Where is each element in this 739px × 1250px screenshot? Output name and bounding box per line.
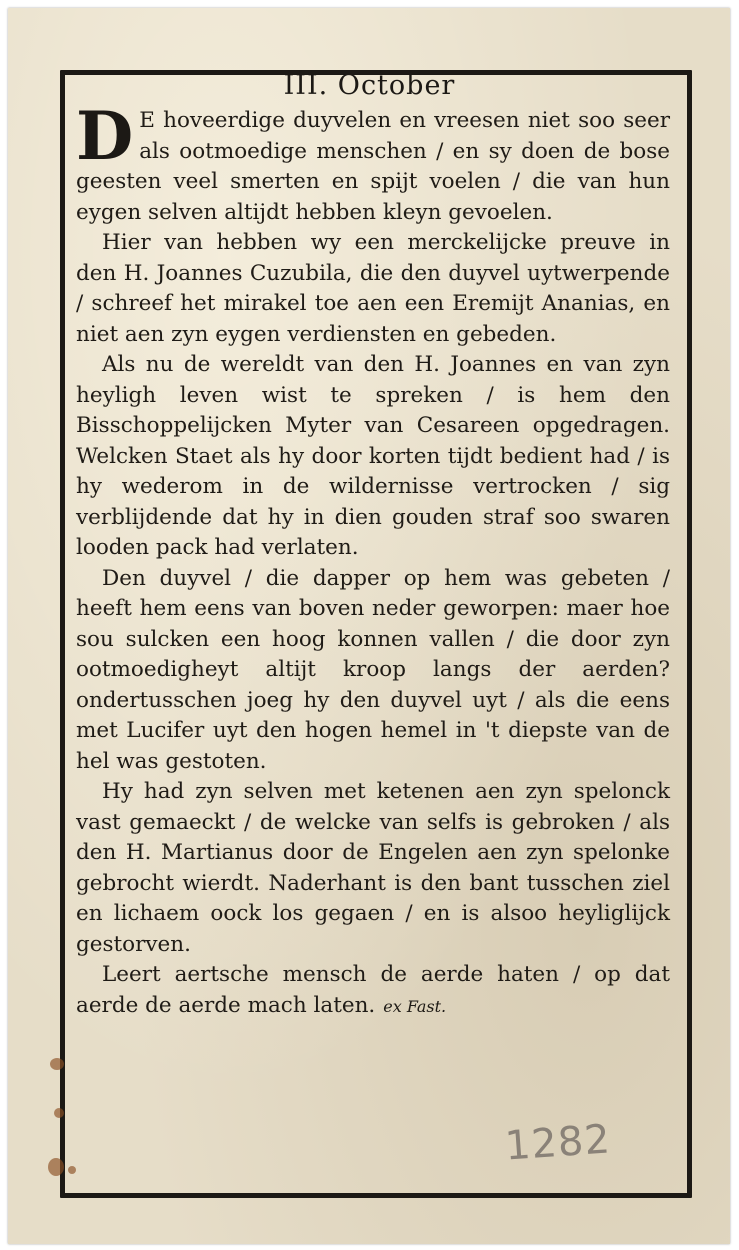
page-title: III. October	[283, 70, 456, 101]
paragraph: Als nu de wereldt van den H. Joannes en van zyn heyligh leven wist te spreken / is hem den Bisschoppelijcken Myter van Cesareen opgedragen. Welcken Staet als hy door korten tijdt bedient had / is hy wederom in de wildernisse vertrocken / sig verblijdende dat hy in dien gouden straf soo swaren looden pack had verlaten.	[76, 352, 670, 560]
paragraph: Den duyvel / die dapper op hem was gebeten / heeft hem eens van boven neder geworpen: maer hoe sou sulcken een hoog konnen vallen / die door zyn ootmoedigheyt altijt kroop langs der aerden? ondertusschen joeg hy den duyvel uyt / als die eens met Lucifer uyt den hogen hemel in 't diepste van de hel was gestoten.	[76, 565, 670, 774]
paragraph: Hier van hebben wy een merckelijcke preuve in den H. Joannes Cuzubila, die den duyvel uytwerpende / schreef het mirakel toe aen een Eremijt Ananias, en niet aen zyn eygen verdiensten en gebeden.	[76, 230, 670, 347]
paragraph	[76, 97, 670, 228]
stain-spot	[50, 1058, 64, 1070]
stain-spot	[68, 1166, 76, 1174]
stain-spot	[48, 1158, 64, 1176]
paragraph: Hy had zyn selven met ketenen aen zyn spelonck vast gemaeckt / de welcke van selfs is gebroken / als den H. Martianus door de Engelen aen zyn spelonke gebrocht wierdt. Naderhant is den bant tusschen ziel en lichaem oock los gegaen / en is alsoo heyliglijck gestorven.	[76, 779, 670, 957]
catalog-number: 1282	[503, 1116, 613, 1170]
article-body	[76, 97, 670, 1022]
paragraph-text: E hoveerdige duyvelen en vreesen niet soo seer als ootmoedige menschen / en sy doen de bose geesten veel smerten en spijt voelen / die van hun eygen selven altijdt hebben kleyn gevoelen.	[76, 108, 670, 225]
paragraph	[76, 960, 670, 1022]
source-citation: ex Fast.	[383, 996, 447, 1016]
paragraph-text: Leert aertsche mensch de aerde haten / op dat aerde de aerde mach laten.	[76, 962, 670, 1018]
stain-spot	[54, 1108, 64, 1118]
drop-cap: D	[76, 97, 134, 175]
